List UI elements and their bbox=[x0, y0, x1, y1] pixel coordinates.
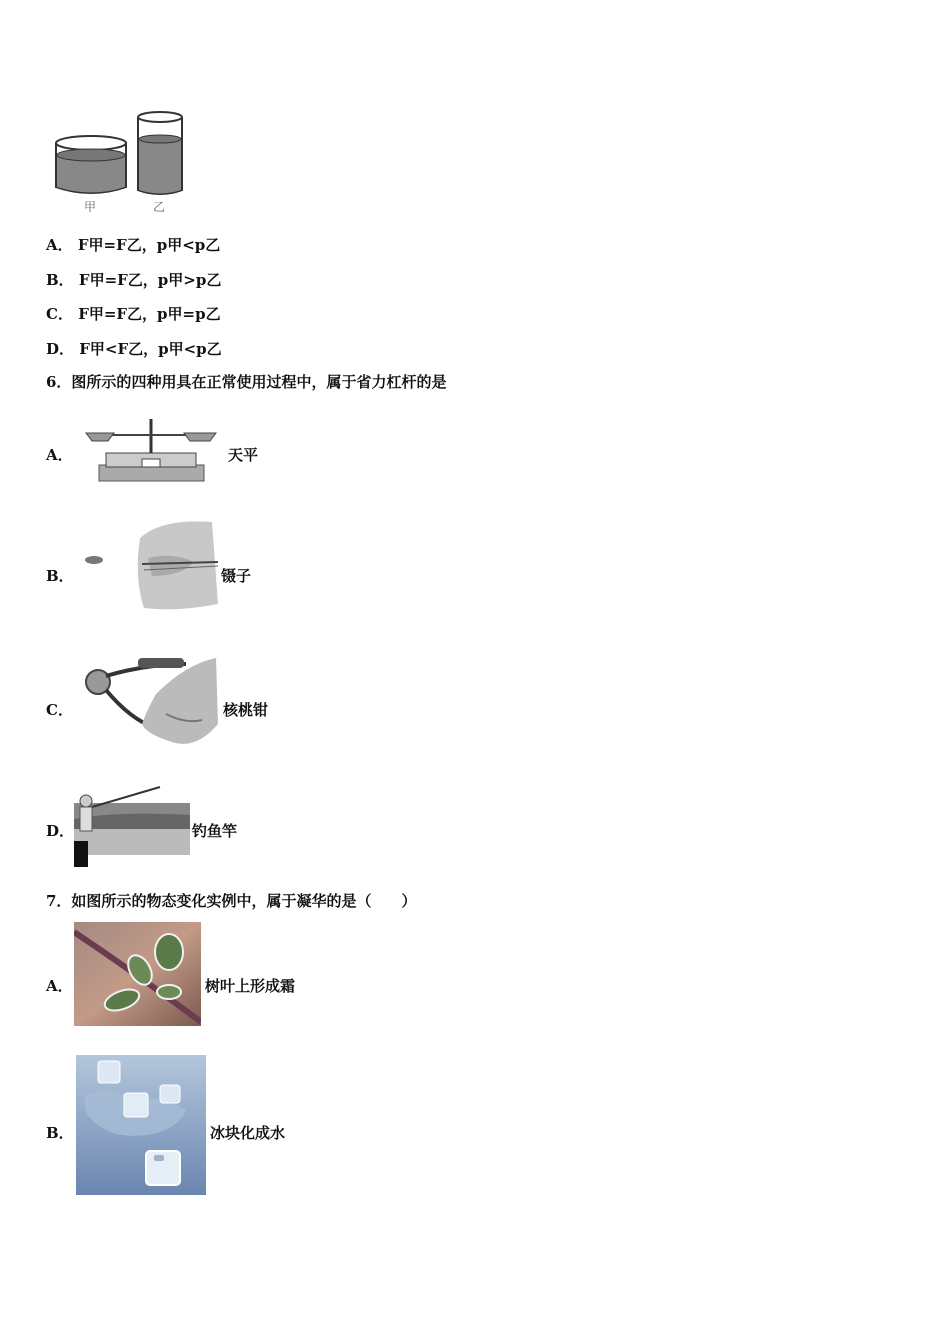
option-text: F甲=F乙，p甲>p乙 bbox=[78, 271, 222, 289]
q5-option-d bbox=[46, 339, 222, 359]
option-letter: A． bbox=[46, 236, 73, 254]
option-text: F甲=F乙，p甲=p乙 bbox=[78, 305, 221, 323]
q5-option-a bbox=[46, 235, 220, 255]
beaker-figure bbox=[50, 105, 195, 220]
balance-scale-icon bbox=[84, 415, 219, 485]
q6-a-caption: 天平 bbox=[228, 446, 259, 464]
q5-option-c bbox=[46, 304, 221, 324]
label-jia: 甲 bbox=[84, 200, 97, 214]
option-letter: B． bbox=[46, 271, 74, 289]
option-letter: C． bbox=[46, 305, 73, 323]
q6-b-caption: 镊子 bbox=[221, 567, 252, 585]
nutcracker-icon bbox=[76, 654, 219, 752]
q6-d-caption: 钓鱼竿 bbox=[192, 822, 238, 840]
q6-d-letter: D． bbox=[46, 822, 75, 840]
option-letter: D． bbox=[46, 340, 75, 358]
q7-a-caption: 树叶上形成霜 bbox=[205, 977, 296, 995]
fishing-rod-icon bbox=[74, 785, 190, 867]
frost-leaf-icon bbox=[74, 922, 201, 1026]
label-yi: 乙 bbox=[153, 200, 166, 214]
q6-a-letter: A． bbox=[46, 446, 73, 464]
q6-b-letter: B． bbox=[46, 567, 74, 585]
q7-a-letter: A． bbox=[46, 977, 73, 995]
tweezers-icon bbox=[82, 518, 220, 612]
q6-stem: 6．图所示的四种用具在正常使用过程中，属于省力杠杆的是 bbox=[46, 373, 447, 391]
melting-ice-icon bbox=[76, 1055, 206, 1195]
option-text: F甲<F乙，p甲<p乙 bbox=[79, 340, 222, 358]
q6-c-letter: C． bbox=[46, 701, 73, 719]
option-text: F甲=F乙，p甲<p乙 bbox=[77, 236, 221, 254]
q7-stem: 7．如图所示的物态变化实例中，属于凝华的是（ ） bbox=[46, 892, 417, 910]
q7-b-caption: 冰块化成水 bbox=[210, 1124, 286, 1142]
q5-option-b bbox=[46, 270, 221, 290]
q7-b-letter: B． bbox=[46, 1124, 74, 1142]
q6-c-caption: 核桃钳 bbox=[223, 701, 269, 719]
